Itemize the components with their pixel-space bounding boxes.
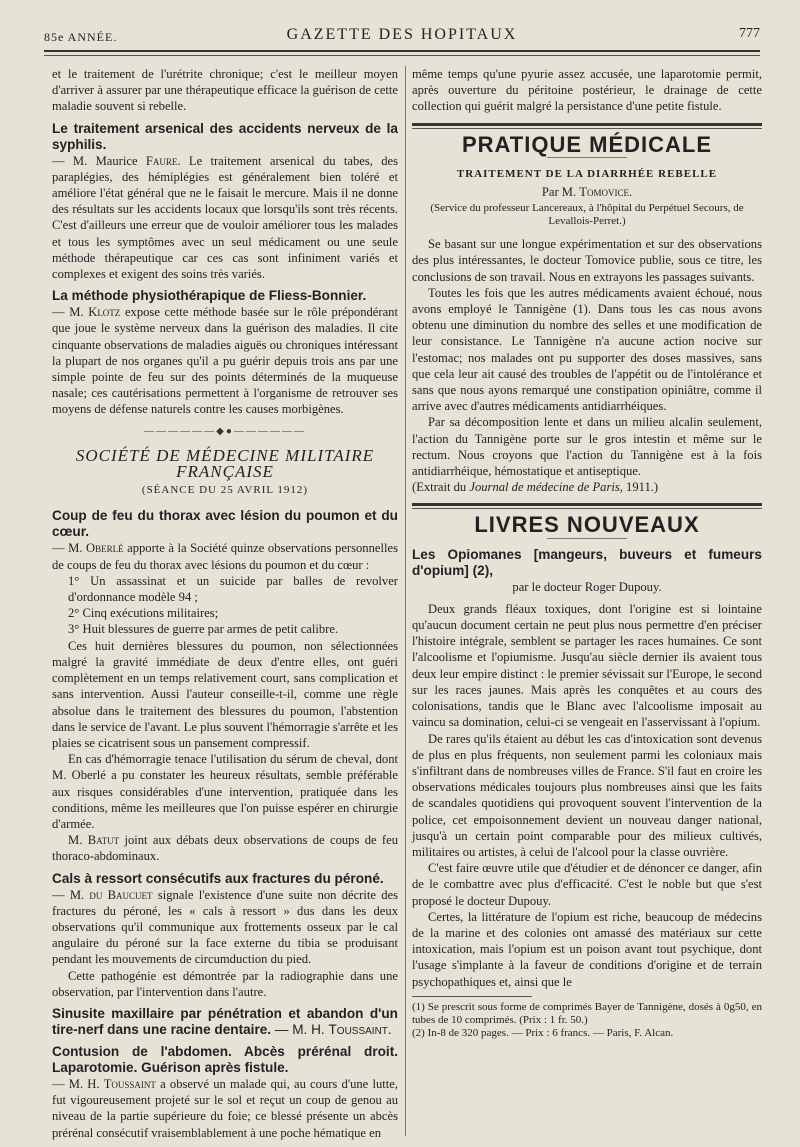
- list-item: 2° Cinq exécutions militaires;: [68, 606, 219, 621]
- footnote: (2) In-8 de 320 pages. — Prix : 6 francs. — Paris, F. Alcan.: [412, 1026, 674, 1039]
- section-title-coup: Coup de feu du thorax avec lésion du poumon et du cœur.: [52, 508, 398, 540]
- section-title-arsenical: Le traitement arsenical des accidents nerveux de la syphilis.: [52, 120, 398, 152]
- paragraph: M. Batut joint aux débats deux observations de coups de feu thoraco-abdominaux.: [52, 833, 399, 864]
- author-name: Toussaint.: [328, 1021, 392, 1037]
- paragraph: C'est faire œuvre utile que d'étudier et de dénoncer ce danger, afin de le combattre avec plus d'efficacité. C'est le noble but que s'est proposé le docteur Dupouy.: [412, 861, 762, 908]
- continued-text: même temps qu'une pyurie assez accusée, une laparotomie permit, après ouverture du péritoine postérieur, le drainage de cette collection qui guérit malgré la persistance d'une petite fistule.: [412, 67, 762, 114]
- section-sinusite: [52, 1006, 398, 1038]
- paragraph: Cette pathogénie est démontrée par la radiographie dans une observation, par l'intervention dans l'autre.: [52, 968, 398, 999]
- journal-name: Journal de médecine de Paris: [469, 480, 620, 495]
- section-body-fliess: — M. Klotz expose cette méthode basée sur le rôle prépondérant que joue le système nerveux dans la guérison des maladies. Il cite cinquante observations de maladies aiguës ou chroniques intéressant la plupart de nos organes qu'il a pu guérir depuis trois ans par une simple pointe de feu sur des points déterminés de la muqueuse nasale; ces cautérisations permettent à l'organisme de retrouver ses moyens de défense naturels contre les causes morbigènes.: [52, 305, 398, 417]
- section-coup-de-feu: [52, 508, 398, 864]
- list-item: 3° Huit blessures de guerre par armes de petit calibre.: [68, 622, 339, 637]
- paragraph: Certes, la littérature de l'opium est riche, beaucoup de médecins de la marine et des colonies ont amassé des matériaux sur cette intoxication, mais l'opium est un poison avant tout psychique, dont l'usage s'implante à la faveur de conditions d'origine et de terrain psychopathiques et, ainsi que le: [412, 909, 762, 989]
- author-name: du Baucuet: [89, 887, 153, 902]
- paragraph: Deux grands fléaux toxiques, dont l'origine est si lointaine qu'aucun document certain ne peut plus nous permettre d'en préciser l'histoire intégrale, semblent se partager les races humaines. Ce sont l'alcoolisme et l'opiumisme. Jusqu'au siècle dernier ils avaient tous deux leur empire distinct : le premier sévissait sur l'Europe, le second sur les races jaunes. Mais après les conquêtes et au cours des colonisations, tandis que le Blanc avec l'alcoolisme imposait au vaincu sa domination, celui-ci se vengeait en l'asservissant à l'opium.: [412, 601, 762, 730]
- right-column: [412, 66, 762, 1040]
- author-name: Batut: [87, 833, 120, 848]
- society-session: (SÉANCE DU 25 AVRIL 1912): [141, 484, 309, 497]
- section-rule-thin: [412, 508, 762, 509]
- title-underline: [547, 157, 627, 158]
- section-rule-thin: [412, 128, 762, 129]
- paragraph: Ces huit dernières blessures du poumon, non sélectionnées malgré la gravité immédiate de deux d'entre elles, ont guéri complètement en un temps relativement court, sans complication et sans intervention. Aussi l'auteur conseille-t-il, comme une règle absolue dans le traitement des blessures du poumon, l'abstention dans le service de l'avant. Le plus souvent l'hémorragie s'arrête et les plaies se cicatrisent sous un pansement compressif.: [52, 638, 399, 750]
- page-header: [44, 24, 760, 46]
- header-rule-thin: [44, 55, 760, 56]
- footnote-rule: [412, 996, 532, 997]
- book-title: Les Opiomanes [mangeurs, buveurs et fumeurs d'opium] (2),: [412, 546, 762, 578]
- paragraph: Par sa décomposition lente et dans un milieu alcalin seulement, l'action du Tannigène porte sur le gros intestin et même sur le rectum. Nous croyons que l'action du Tannigène est à la fois antidiarrhéique, hémostatique et antiseptique.: [412, 415, 762, 479]
- society-title: SOCIÉTÉ DE MÉDECINE MILITAIRE FRANÇAISE: [75, 445, 375, 482]
- paragraph: Toutes les fois que les autres médicaments avaient échoué, nous avons employé le Tannigène (1). Dans tous les cas nous avons obtenu une diminution du nombre des selles et une modification de leur consistance. Le Tannigène n'a aucune action nocive sur l'estomac; nos malades ont pu supporter des doses massives, sans que cela leur ait causé des troubles de l'appétit ou de l'intolérance et sans que nous ayons remarqué une constipation opiniâtre, comme il arrive avec d'autres médicaments antidiarrhéiques.: [412, 285, 762, 414]
- section-body-cals: — M. du Baucuet signale l'existence d'une suite non décrite des fractures du péroné, les « cals à ressort » dus dans les deux observations qu'il communique aux frottements osseux par le cal angulaire du péroné sur la face externe du tibia se produisant pendant les mouvements de circumduction du pied.: [52, 887, 398, 967]
- extract-citation: (Extrait du Journal de médecine de Paris, 1911.): [412, 480, 659, 495]
- section-title-pratique: PRATIQUE MÉDICALE: [461, 131, 713, 157]
- author-name: Toussaint: [103, 1076, 156, 1091]
- paragraph: De rares qu'ils étaient au début les cas d'intoxication sont devenus de plus en plus fréquents, non seulement parmi les coloniaux mais s'infiltrant dans de nombreuses villes de France. S'il faut en croire les observations médicales toujours plus nombreuses ainsi que les faits de scandales quotidiens qui provoquent souvent l'intervention de la police, cet empoisonnement devient un nouveau danger national, jusqu'à un certain point comparable pour des milieux cultivés, militaires ou artistes, à celui de l'alcool pour la classe ouvrière.: [412, 731, 762, 859]
- section-title-cals: Cals à ressort consécutifs aux fractures du péroné.: [52, 870, 384, 886]
- byline: Par M. Tomovice.: [541, 185, 633, 200]
- section-cals: [52, 871, 398, 1000]
- title-underline: [547, 538, 627, 539]
- section-body-arsenical: — M. Maurice Faure. Le traitement arsenical du tabes, des paraplégies, des hémiplégies est généralement bien toléré et améliore l'état général que ne le faisait le mercure. Mais il ne donne des résultats sur les accidents locaux que lorsqu'ils sont très récents. C'est d'ailleurs une erreur que de vouloir améliorer tous les malades et tous les symptômes avec un seul médicament ou une seule méthode thérapeutique car ces cas sont infiniment variés et complexes et exigent des soins très variés.: [52, 153, 399, 282]
- section-arsenical: [52, 121, 398, 283]
- footnote: (1) Se prescrit sous forme de comprimés Bayer de Tannigène, dosés à 0g50, en tubes de 10 comprimés. (Prix : 1 fr. 50.): [412, 1000, 762, 1026]
- section-contusion: [52, 1044, 398, 1141]
- paragraph: Se basant sur une longue expérimentation et sur des observations des plus intéressantes, le docteur Tomovice publie, sous ce titre, les conclusions de son travail. Nous en extrayons les passages suivants.: [412, 237, 762, 284]
- left-intro: et le traitement de l'urétrite chronique; c'est le meilleur moyen d'arriver à assurer par une thérapeutique efficace la guérison de cette maladie souvent si rebelle.: [52, 67, 398, 114]
- section-title-sinusite: Sinusite maxillaire par pénétration et abandon d'un tire-nerf dans une racine dentaire. — M. H. Toussaint.: [52, 1005, 398, 1037]
- section-rule: [412, 503, 762, 506]
- section-rule: [412, 123, 762, 126]
- section-title-contusion: Contusion de l'abdomen. Abcès prérénal droit. Laparotomie. Guérison après fistule.: [52, 1043, 398, 1075]
- author-name: Tomovice.: [579, 185, 633, 200]
- section-fliess: [52, 288, 398, 417]
- book-author: par le docteur Roger Dupouy.: [512, 579, 662, 594]
- issue-year: 85e ANNÉE.: [44, 30, 118, 44]
- author-name: Oberlé: [86, 541, 124, 556]
- section-body-coup: — M. Oberlé apporte à la Société quinze observations personnelles de coups de feu du thorax avec lésions du poumon et du cœur :: [52, 541, 398, 572]
- service-note: (Service du professeur Lancereaux, à l'hôpital du Perpétuel Secours, de Levallois-Perret.): [430, 202, 744, 228]
- ornament-divider: ——————◆●——————: [144, 425, 306, 437]
- section-title-livres: LIVRES NOUVEAUX: [474, 512, 700, 538]
- article-title: TRAITEMENT DE LA DIARRHÉE REBELLE: [456, 167, 718, 180]
- author-name: Klotz: [88, 305, 121, 320]
- author-name: Faure: [145, 153, 178, 168]
- column-separator: [405, 66, 406, 1136]
- page-number: 777: [739, 26, 760, 41]
- left-column: [52, 66, 398, 1147]
- section-body-contusion: — M. H. Toussaint a observé un malade qui, au cours d'une lutte, fut vigoureusement projeté sur le sol et reçut un coup de genou au niveau de la partie supérieure du foie; ce blessé présente un abcès prérénal consécutif vraisemblablement à une poche hématique en: [52, 1076, 398, 1140]
- header-rule: [44, 50, 760, 52]
- journal-title: GAZETTE DES HOPITAUX: [286, 26, 518, 43]
- list-item: 1° Un assassinat et un suicide par balles de revolver d'ordonnance modèle 94 ;: [68, 573, 398, 605]
- paragraph: En cas d'hémorragie tenace l'utilisation du sérum de cheval, dont M. Oberlé a pu constater les heureux résultats, semble préférable aux risques considérables d'une intervention, pratiquée dans les conditions, même les meilleures que l'on puisse espérer en chirurgie d'armée.: [52, 752, 398, 831]
- section-title-fliess: La méthode physiothérapique de Fliess-Bonnier.: [52, 288, 367, 304]
